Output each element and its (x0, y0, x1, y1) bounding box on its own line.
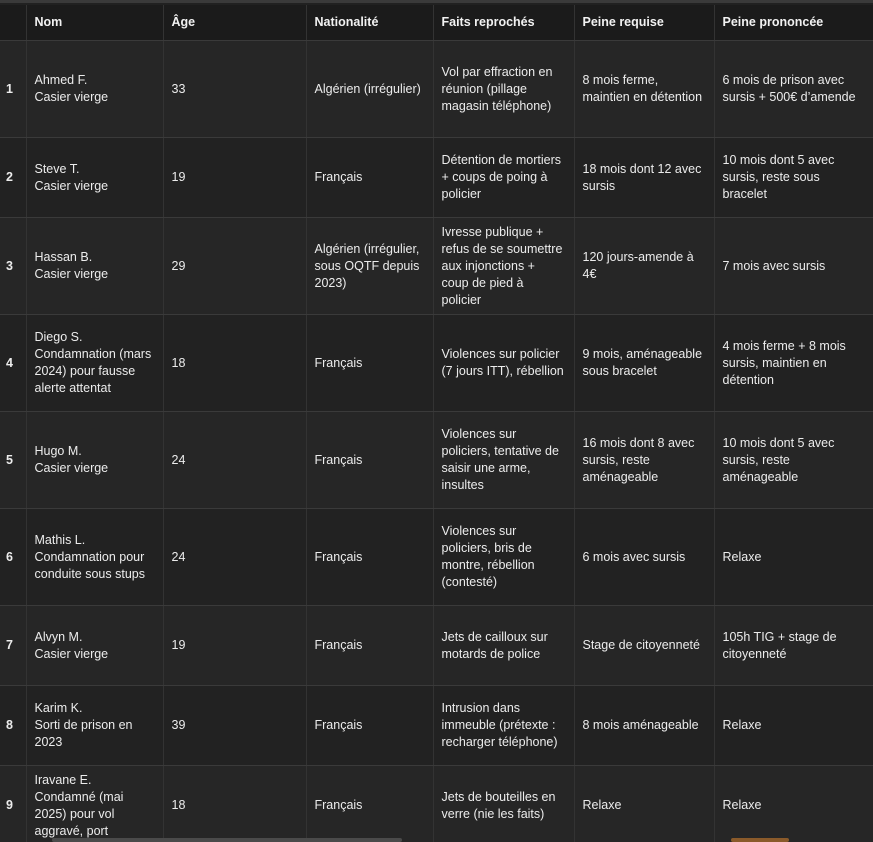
pronounced-cell: 6 mois de prison avec sursis + 500€ d’amende (714, 41, 873, 138)
table-row (0, 315, 873, 412)
pronounced-cell: 4 mois ferme + 8 mois sursis, maintien en détention (714, 315, 873, 412)
col-header-age[interactable]: Âge (163, 5, 306, 41)
defendant-name: Iravane E. (34, 772, 92, 787)
col-header-facts[interactable]: Faits reprochés (433, 5, 574, 41)
top-border (0, 0, 873, 3)
age-cell: 24 (163, 509, 306, 606)
table-row (0, 138, 873, 218)
pronounced-cell: Relaxe (714, 509, 873, 606)
row-number: 8 (0, 686, 26, 766)
defendant-name: Diego S. (34, 330, 83, 344)
requested-cell: 8 mois aménageable (574, 686, 714, 766)
criminal-record: Casier vierge (34, 646, 109, 661)
pronounced-cell: Relaxe (714, 686, 873, 766)
table-row (0, 218, 873, 315)
name-cell (26, 509, 163, 606)
row-number: 2 (0, 138, 26, 218)
scroll-indicator (731, 838, 789, 842)
row-number: 4 (0, 315, 26, 412)
requested-cell: 6 mois avec sursis (574, 509, 714, 606)
pronounced-cell: 7 mois avec sursis (714, 218, 873, 315)
pronounced-cell: 10 mois dont 5 avec sursis, reste sous bracelet (714, 138, 873, 218)
requested-cell: 9 mois, aménageable sous bracelet (574, 315, 714, 412)
nationality-cell: Français (306, 686, 433, 766)
age-cell: 18 (163, 315, 306, 412)
nationality-cell: Français (306, 412, 433, 509)
criminal-record: Casier vierge (34, 90, 109, 104)
row-number: 9 (0, 766, 26, 842)
facts-cell: Vol par effraction en réunion (pillage magasin téléphone) (433, 41, 574, 138)
pronounced-cell: 10 mois dont 5 avec sursis, reste aménageable (714, 412, 873, 509)
table-row (0, 412, 873, 509)
defendant-name: Hugo M. (34, 444, 82, 458)
name-cell (26, 41, 163, 138)
row-number: 3 (0, 218, 26, 315)
defendant-name: Ahmed F. (34, 73, 88, 87)
criminal-record: Casier vierge (34, 267, 109, 281)
table-row (0, 41, 873, 138)
row-number: 7 (0, 606, 26, 686)
criminal-record: Casier vierge (34, 178, 109, 193)
pronounced-cell: Relaxe (714, 766, 873, 842)
age-cell: 19 (163, 138, 306, 218)
col-header-pronounced[interactable]: Peine prononcée (714, 5, 873, 41)
nationality-cell: Français (306, 138, 433, 218)
requested-cell: 120 jours-amende à 4€ (574, 218, 714, 315)
table-row (0, 606, 873, 686)
age-cell: 18 (163, 766, 306, 842)
col-header-index (0, 5, 26, 41)
nationality-cell: Français (306, 766, 433, 842)
table-row (0, 766, 873, 842)
judgments-table (0, 5, 873, 842)
facts-cell: Violences sur policier (7 jours ITT), rébellion (433, 315, 574, 412)
name-cell (26, 218, 163, 315)
col-header-requested[interactable]: Peine requise (574, 5, 714, 41)
name-cell (26, 686, 163, 766)
table-header-row (0, 5, 873, 41)
defendant-name: Steve T. (34, 161, 80, 176)
col-header-nationality[interactable]: Nationalité (306, 5, 433, 41)
requested-cell: 16 mois dont 8 avec sursis, reste aménageable (574, 412, 714, 509)
row-number: 1 (0, 41, 26, 138)
facts-cell: Détention de mortiers + coups de poing à policier (433, 138, 574, 218)
defendant-name: Hassan B. (34, 250, 93, 264)
col-header-name[interactable]: Nom (26, 5, 163, 41)
requested-cell: Stage de citoyenneté (574, 606, 714, 686)
pronounced-cell: 105h TIG + stage de citoyenneté (714, 606, 873, 686)
facts-cell: Jets de bouteilles en verre (nie les faits) (433, 766, 574, 842)
requested-cell: Relaxe (574, 766, 714, 842)
facts-cell: Intrusion dans immeuble (prétexte : recharger téléphone) (433, 686, 574, 766)
nationality-cell: Français (306, 315, 433, 412)
nationality-cell: Algérien (irrégulier, sous OQTF depuis 2023) (306, 218, 433, 315)
criminal-record: Condamnation (mars 2024) pour fausse alerte attentat (34, 347, 152, 395)
name-cell (26, 412, 163, 509)
age-cell: 24 (163, 412, 306, 509)
facts-cell: Jets de cailloux sur motards de police (433, 606, 574, 686)
facts-cell: Ivresse publique + refus de se soumettre aux injonctions + coup de pied à policier (433, 218, 574, 315)
age-cell: 29 (163, 218, 306, 315)
table-row (0, 686, 873, 766)
age-cell: 19 (163, 606, 306, 686)
age-cell: 39 (163, 686, 306, 766)
defendant-name: Mathis L. (34, 532, 86, 547)
facts-cell: Violences sur policiers, bris de montre, rébellion (contesté) (433, 509, 574, 606)
name-cell (26, 138, 163, 218)
nationality-cell: Français (306, 509, 433, 606)
row-number: 5 (0, 412, 26, 509)
criminal-record: Sorti de prison en 2023 (34, 718, 133, 749)
defendant-name: Alvyn M. (34, 629, 83, 644)
name-cell (26, 606, 163, 686)
row-number: 6 (0, 509, 26, 606)
name-cell (26, 315, 163, 412)
nationality-cell: Français (306, 606, 433, 686)
age-cell: 33 (163, 41, 306, 138)
name-cell (26, 766, 163, 842)
table-row (0, 509, 873, 606)
nationality-cell: Algérien (irrégulier) (306, 41, 433, 138)
requested-cell: 8 mois ferme, maintien en détention (574, 41, 714, 138)
criminal-record: Condamnation pour conduite sous stups (34, 549, 145, 581)
facts-cell: Violences sur policiers, tentative de saisir une arme, insultes (433, 412, 574, 509)
requested-cell: 18 mois dont 12 avec sursis (574, 138, 714, 218)
criminal-record: Casier vierge (34, 461, 109, 475)
criminal-record: Condamné (mai 2025) pour vol aggravé, port (34, 789, 124, 838)
horizontal-scrollbar[interactable] (52, 838, 402, 842)
defendant-name: Karim K. (34, 701, 83, 715)
